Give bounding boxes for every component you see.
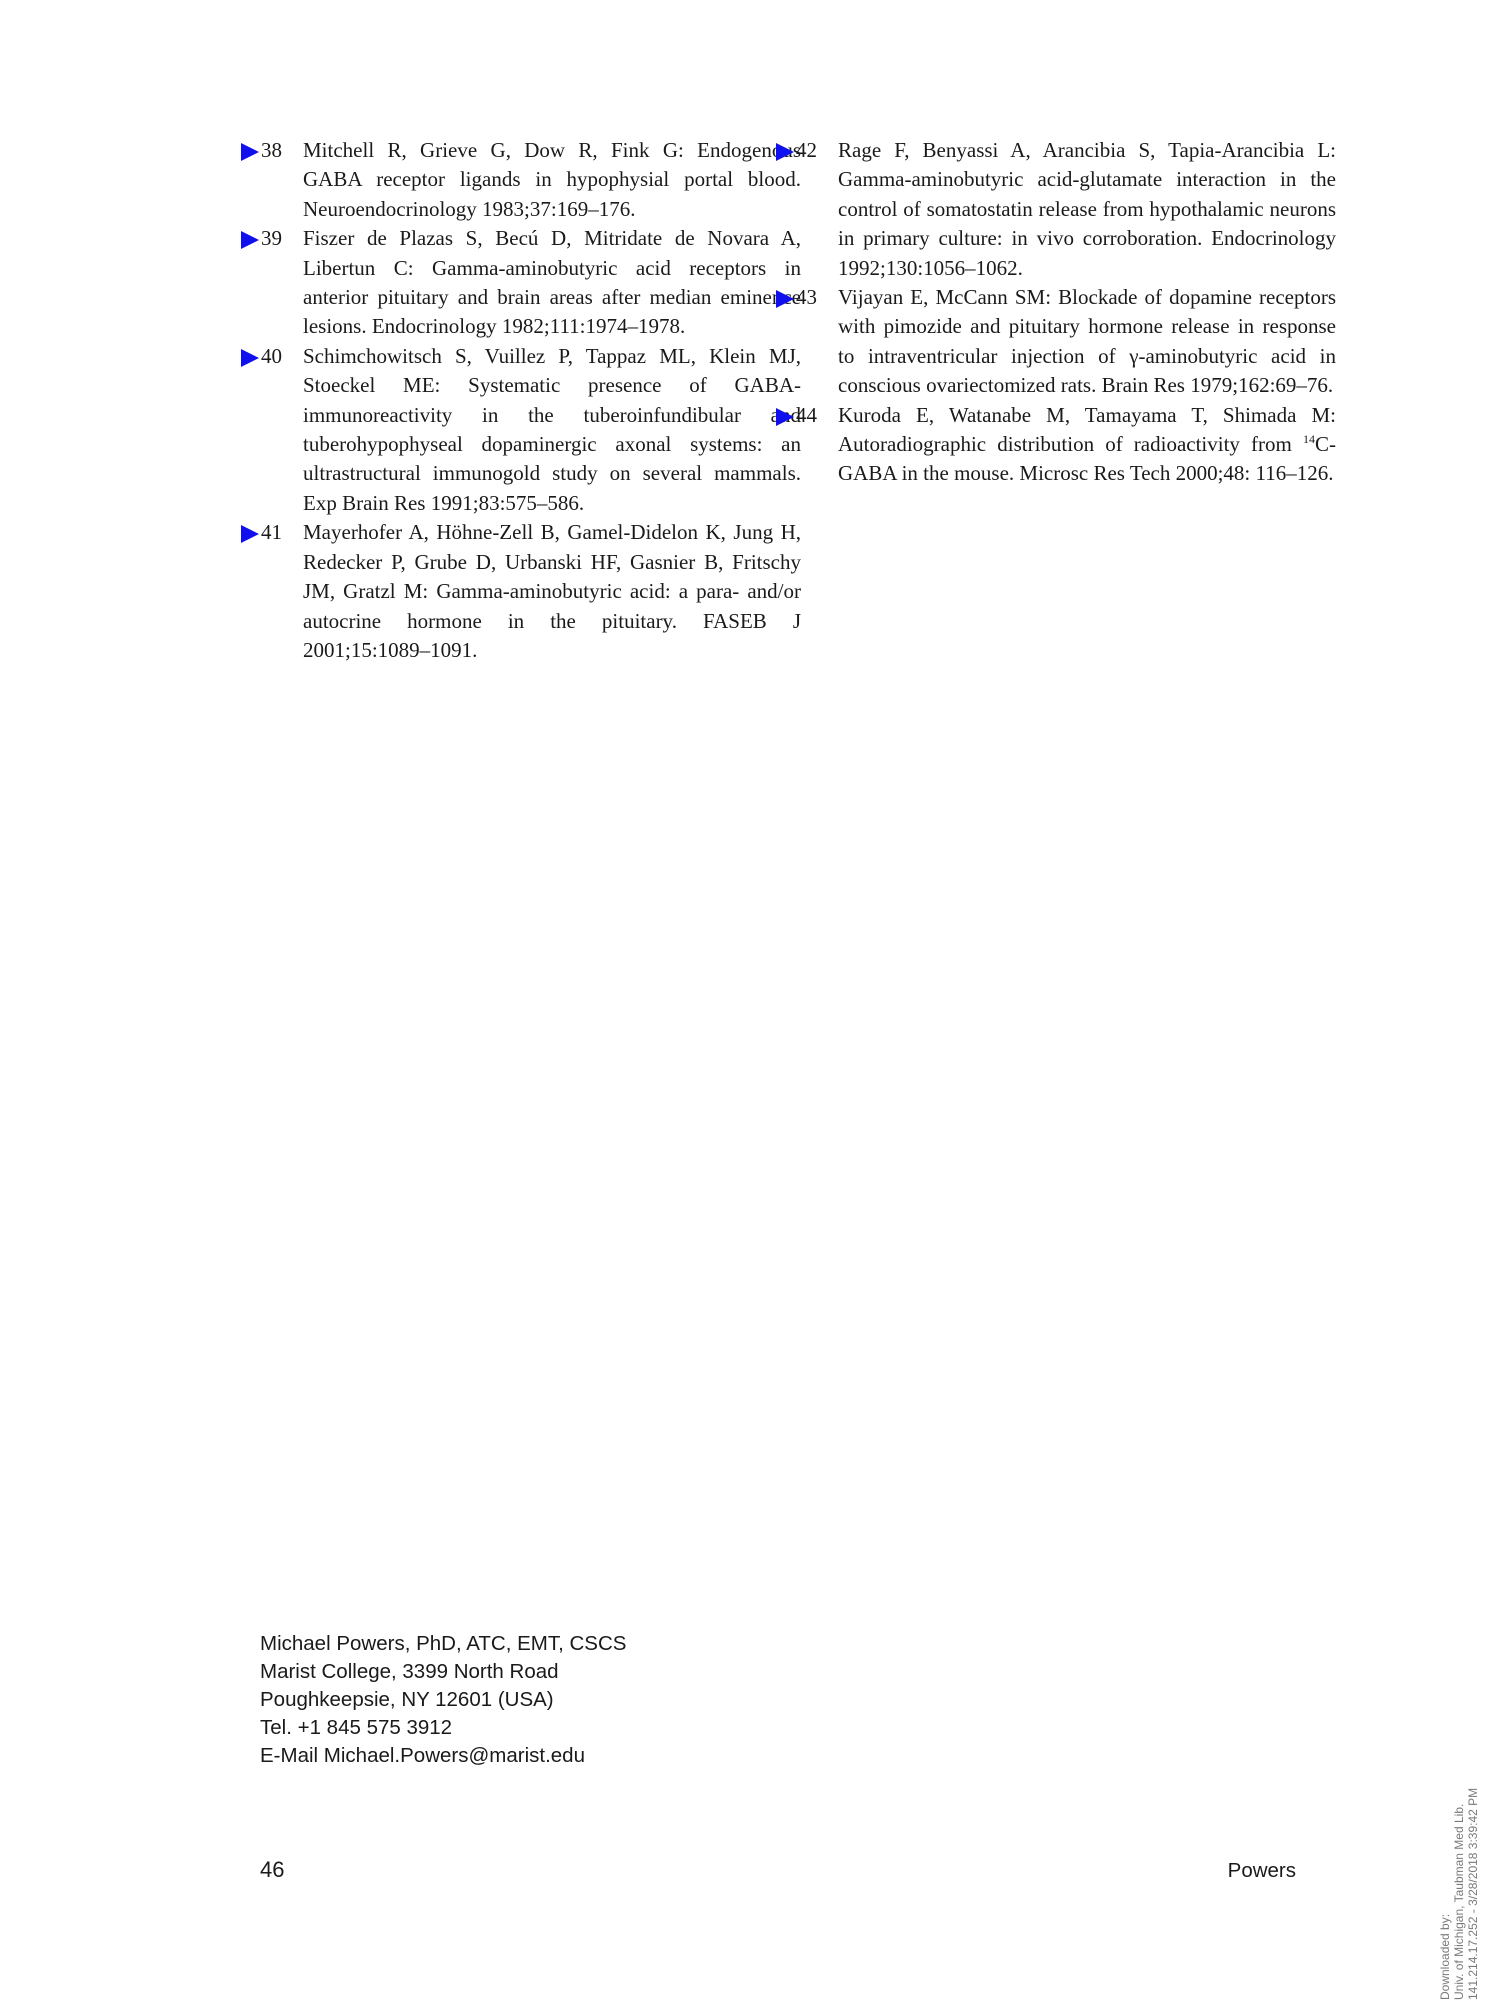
watermark-line: 141.214.17.252 - 3/28/2018 3:39:42 PM xyxy=(1466,1787,1480,2000)
reference-number: 43 xyxy=(796,285,817,310)
reference-text: Rage F, Benyassi A, Arancibia S, Tapia-Arancibia L: Gamma-aminobutyric acid-glutamate interaction in the control of somatostatin release from hypothalamic neurons in primary culture: in vivo corroboration. Endocrinology 1992;130:1056–1062. xyxy=(838,138,1336,280)
address-line: Marist College, 3399 North Road xyxy=(260,1660,559,1683)
download-watermark xyxy=(1438,1788,1480,2000)
reference-38 xyxy=(241,136,801,224)
running-head: Powers xyxy=(1227,1859,1296,1882)
reference-44 xyxy=(776,401,1336,489)
reference-text: Mayerhofer A, Höhne-Zell B, Gamel-Didelon K, Jung H, Redecker P, Grube D, Urbanski HF, Gasnier B, Fritschy JM, Gratzl M: Gamma-aminobutyric acid: a para- and/or autocrine hormone in the pituitary. FASEB J 2001;15:1089–1091. xyxy=(303,520,801,662)
reference-number: 39 xyxy=(261,226,282,251)
isotope-superscript: 14 xyxy=(1303,432,1315,447)
address-line: Poughkeepsie, NY 12601 (USA) xyxy=(260,1688,554,1711)
reference-link-arrow-icon[interactable] xyxy=(241,525,259,543)
reference-link-arrow-icon[interactable] xyxy=(776,143,794,161)
reference-link-arrow-icon[interactable] xyxy=(776,290,794,308)
reference-text: Mitchell R, Grieve G, Dow R, Fink G: Endogenous GABA receptor ligands in hypophysial portal blood. Neuroendocrinology 1983;37:169–176. xyxy=(303,138,801,221)
reference-number: 40 xyxy=(261,343,282,368)
references-column-left xyxy=(241,136,801,665)
watermark-line: Downloaded by: xyxy=(1438,1913,1452,2000)
reference-42 xyxy=(776,136,1336,283)
reference-40 xyxy=(241,342,801,518)
telephone: Tel. +1 845 575 3912 xyxy=(260,1716,453,1739)
reference-link-arrow-icon[interactable] xyxy=(776,408,794,426)
reference-text: Vijayan E, McCann SM: Blockade of dopamine receptors with pimozide and pituitary hormone release in response to intraventricular injection of γ-aminobutyric acid in conscious ovariectomized rats. Brain Res 1979;162:69–76. xyxy=(838,285,1336,398)
reference-number: 41 xyxy=(261,520,282,545)
reference-link-arrow-icon[interactable] xyxy=(241,231,259,249)
page-number: 46 xyxy=(260,1857,285,1882)
reference-number: 44 xyxy=(796,402,817,427)
correspondence-address xyxy=(260,1630,626,1770)
references-column-right xyxy=(776,136,1336,489)
reference-39 xyxy=(241,224,801,342)
reference-41 xyxy=(241,518,801,665)
reference-text-end: C-GABA in the mouse. Microsc Res Tech 2000;48: 116–126. xyxy=(838,432,1336,486)
email[interactable]: E-Mail Michael.Powers@marist.edu xyxy=(260,1744,585,1767)
reference-text: Schimchowitsch S, Vuillez P, Tappaz ML, Klein MJ, Stoeckel ME: Systematic presence of GABA-immunoreactivity in the tuberoinfundibular and tuberohypophyseal dopaminergic axonal systems: an ultrastructural immunogold study on several mammals. Exp Brain Res 1991;83:575–586. xyxy=(303,343,801,515)
reference-number: 38 xyxy=(261,138,282,162)
reference-text: Fiszer de Plazas S, Becú D, Mitridate de Novara A, Libertun C: Gamma-aminobutyric acid receptors in anterior pituitary and brain areas after median eminence lesions. Endocrinology 1982;111:1974–1978. xyxy=(303,226,801,339)
watermark-line: Univ. of Michigan, Taubman Med Lib. xyxy=(1452,1803,1466,2000)
reference-43 xyxy=(776,283,1336,401)
author-name: Michael Powers, PhD, ATC, EMT, CSCS xyxy=(260,1632,627,1655)
reference-number: 42 xyxy=(796,138,817,162)
reference-link-arrow-icon[interactable] xyxy=(241,143,259,161)
reference-text-start: Kuroda E, Watanabe M, Tamayama T, Shimada M: Autoradiographic distribution of radioactivity from xyxy=(838,402,1336,457)
reference-link-arrow-icon[interactable] xyxy=(241,349,259,367)
